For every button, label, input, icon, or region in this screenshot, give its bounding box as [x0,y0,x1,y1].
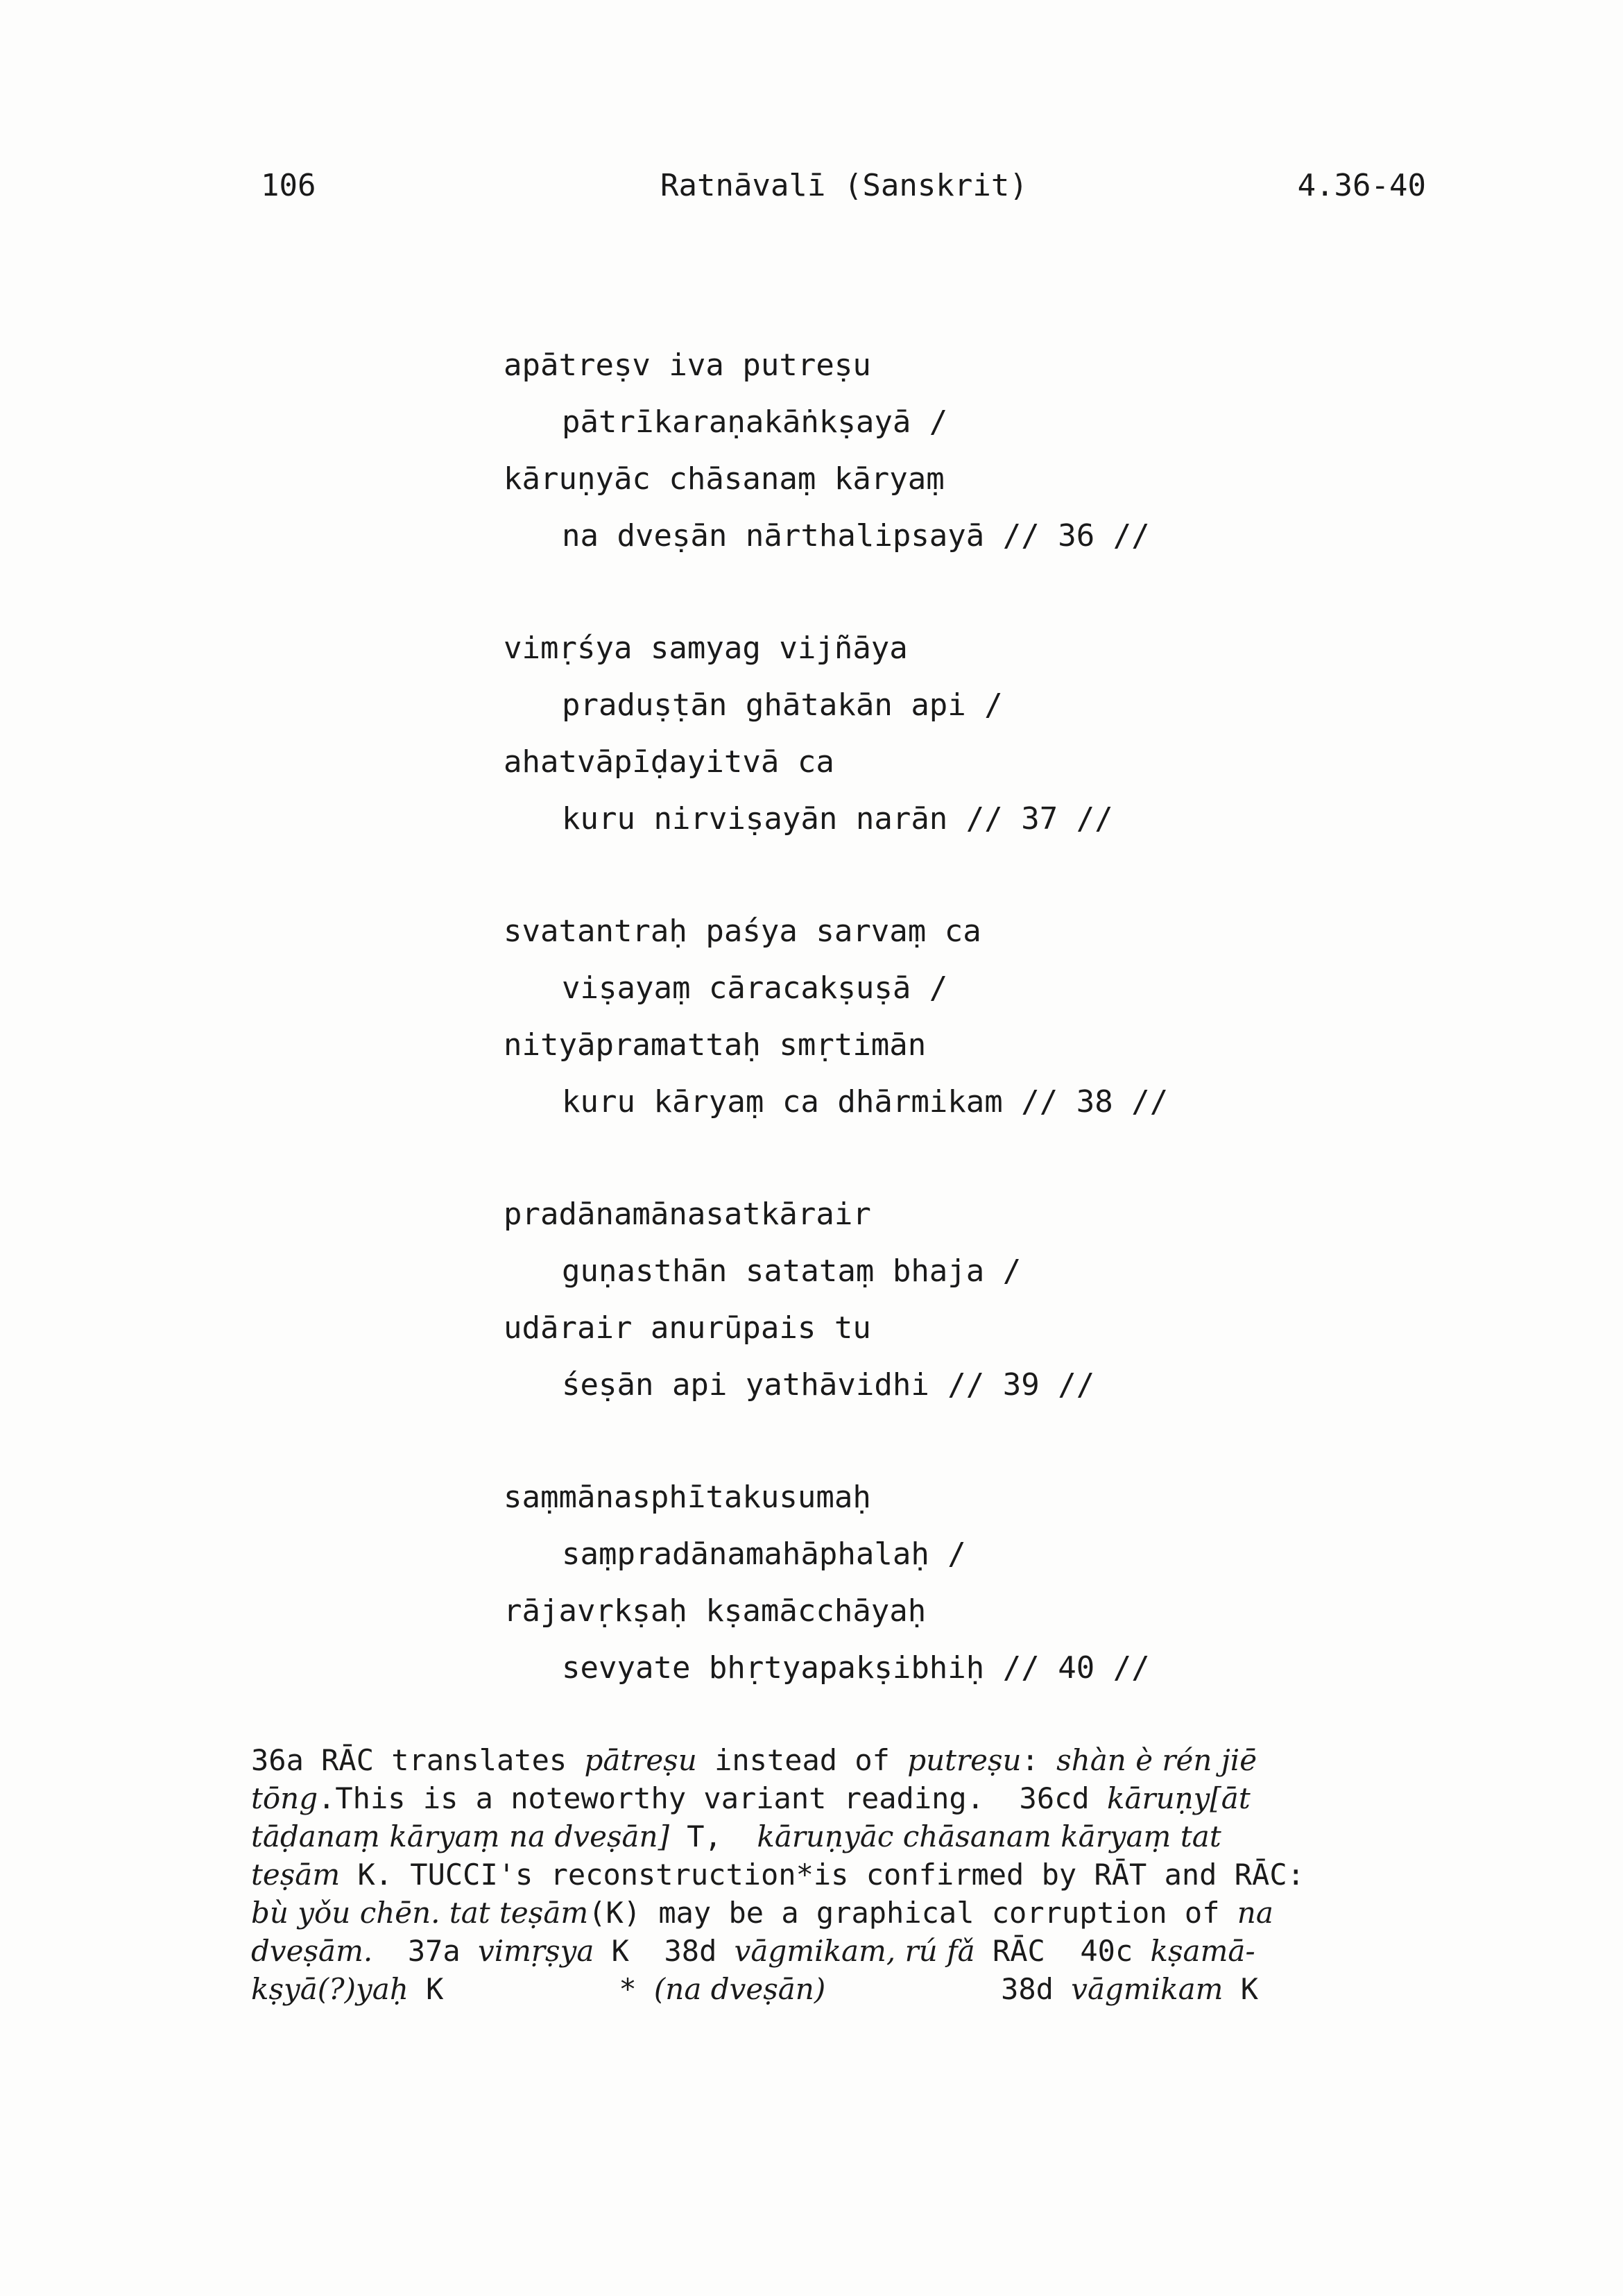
stanza [504,1469,1405,1697]
running-title: Ratnāvalī (Sanskrit) [660,168,1028,203]
note-line: dveṣām. 37a vimṛṣya K 38d vāgmikam, rú fǎ RĀC 40c kṣamā- [251,1934,1255,1968]
stanza [504,903,1405,1131]
note-line: kṣyā(?)yaḥ K * (na dveṣān) 38d vāgmikam K [251,1972,1259,2006]
note-line: tōng.This is a noteworthy variant reading. 36cd kāruṇy[āt [251,1781,1251,1815]
verse-line: vimṛśya samyag vijñāya [504,631,908,666]
verse-line: nityāpramattaḥ smṛtimān [504,1027,927,1063]
verse-line: śeṣān api yathāvidhi // 39 // [562,1367,1095,1403]
page-number: 106 [261,168,316,203]
verse-text [504,337,1405,1697]
verse-line: pātrīkaraṇakāṅkṣayā / [562,404,948,440]
verse-line: svatantraḥ paśya sarvaṃ ca [504,914,981,949]
verse-line: kuru nirviṣayān narān // 37 // [562,801,1113,837]
page-header [261,165,1426,207]
verse-line: apātreṣv iva putreṣu [504,348,871,383]
verse-line: guṇasthān satataṃ bhaja / [562,1253,1022,1289]
note-line: 36a RĀC translates pātreṣu instead of putreṣu: shàn è rén jiē [251,1743,1257,1777]
note-line: tāḍanaṃ kāryaṃ na dveṣān] T, kāruṇyāc chāsanam kāryaṃ tat [251,1819,1221,1853]
verse-line: ahatvāpīḍayitvā ca [504,744,834,780]
stanza [504,1186,1405,1414]
verse-range: 4.36-40 [1297,168,1426,203]
stanza [504,337,1405,565]
verse-line: pradānamānasatkārair [504,1197,871,1232]
stanza [504,620,1405,848]
verse-line: saṃpradānamahāphalaḥ / [562,1536,966,1572]
verse-line: na dveṣān nārthalipsayā // 36 // [562,518,1150,554]
verse-line: viṣayaṃ cāracakṣuṣā / [562,970,948,1006]
verse-line: praduṣṭān ghātakān api / [562,687,1003,723]
verse-line: udārair anurūpais tu [504,1310,871,1346]
verse-line: rājavṛkṣaḥ kṣamācchāyaḥ [504,1593,927,1629]
note-line: bù yǒu chēn. tat teṣām(K) may be a graphical corruption of na [251,1896,1273,1930]
verse-line: saṃmānasphītakusumaḥ [504,1480,871,1515]
note-line: teṣām K. TUCCI's reconstruction*is confirmed by RĀT and RĀC: [251,1858,1305,1892]
verse-line: kuru kāryaṃ ca dhārmikam // 38 // [562,1084,1169,1120]
critical-notes [251,1741,1430,2008]
verse-line: sevyate bhṛtyapakṣibhiḥ // 40 // [562,1650,1150,1686]
verse-line: kāruṇyāc chāsanaṃ kāryaṃ [504,461,945,497]
